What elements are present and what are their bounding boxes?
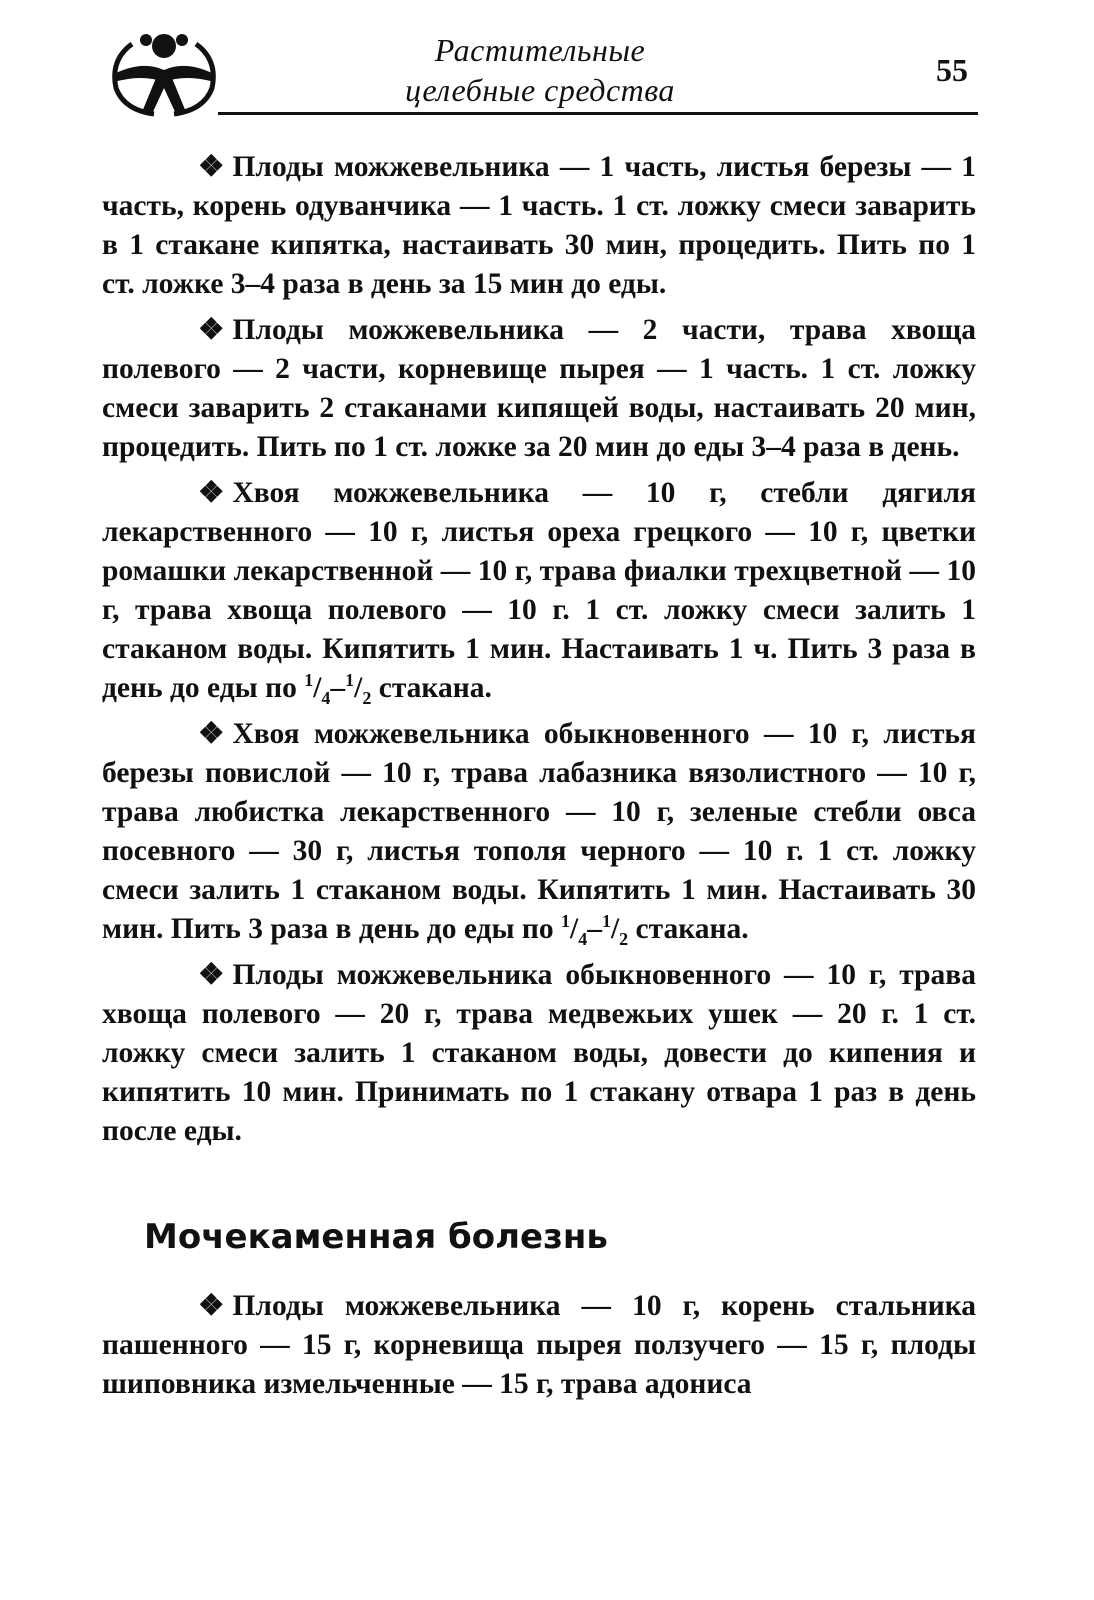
fraction-denominator: 2 bbox=[619, 928, 629, 949]
bullet-icon: ❖ bbox=[198, 477, 225, 509]
bullet-icon: ❖ bbox=[198, 959, 225, 991]
recipe-text: Хвоя можжевельника — 10 г, стебли дягиля лекарственного — 10 г, листья ореха грецкого — 10 г, цветки ромашки лекарственной — 10 г, трава фиалки трехцветной — 10 г, трава хвоща полевого — 10 г. 1 ст. ложку смеси залить 1 стаканом воды. Кипятить 1 мин. Настаивать 1 ч. Пить 3 раза в день до еды по bbox=[102, 477, 976, 704]
bullet-icon: ❖ bbox=[198, 314, 225, 346]
recipe-paragraph bbox=[102, 311, 976, 467]
bullet-icon: ❖ bbox=[198, 718, 225, 750]
recipe-text: Плоды можжевельника — 10 г, корень стальника пашенного — 15 г, корневища пырея ползучего — 15 г, плоды шиповника измельченные — 15 г, трава адониса bbox=[102, 1290, 976, 1400]
recipe-tail: стакана. bbox=[378, 672, 492, 704]
stylized-figure-icon bbox=[102, 30, 226, 118]
recipe-paragraph bbox=[102, 474, 976, 708]
fraction-numerator: 1 bbox=[601, 911, 611, 932]
bullet-icon: ❖ bbox=[198, 1290, 225, 1322]
fraction-range: $^1/_4-^1/_2$ bbox=[561, 911, 629, 949]
bullet-icon: ❖ bbox=[198, 151, 225, 183]
recipe-paragraph bbox=[102, 715, 976, 949]
running-head-line1: Растительные bbox=[434, 32, 646, 68]
range-dash: – bbox=[587, 913, 602, 945]
recipe-paragraph bbox=[102, 1287, 976, 1404]
recipe-tail: стакана. bbox=[635, 913, 749, 945]
recipe-paragraph bbox=[102, 956, 976, 1151]
fraction-numerator: 1 bbox=[345, 670, 355, 691]
recipe-text: Хвоя можжевельника обыкновенного — 10 г, листья березы повислой — 10 г, трава лабазника вязолистного — 10 г, трава любистка лекарственного — 10 г, зеленые стебли овса посевного — 30 г, листья тополя черного — 10 г. 1 ст. ложку смеси залить 1 стаканом воды. Кипятить 1 мин. Настаивать 30 мин. Пить 3 раза в день до еды по bbox=[102, 718, 976, 945]
recipe-text: Плоды можжевельника — 2 части, трава хвоща полевого — 2 части, корневище пырея — 1 часть. 1 ст. ложку смеси заварить 2 стаканами кипящей воды, настаивать 20 мин, процедить. Пить по 1 ст. ложке за 20 мин до еды 3–4 раза в день. bbox=[102, 314, 976, 463]
fraction-denominator: 2 bbox=[362, 687, 372, 708]
fraction-numerator: 1 bbox=[304, 670, 314, 691]
fraction-numerator: 1 bbox=[561, 911, 571, 932]
fraction-range: $^1/_4-^1/_2$ bbox=[304, 670, 372, 708]
running-head bbox=[330, 30, 750, 110]
fraction-denominator: 4 bbox=[578, 928, 588, 949]
page-header bbox=[0, 0, 1094, 130]
page-body bbox=[102, 148, 976, 1411]
running-head-line2: целебные средства bbox=[405, 72, 675, 108]
header-divider bbox=[218, 112, 978, 115]
range-dash: – bbox=[330, 672, 346, 704]
recipe-paragraph bbox=[102, 148, 976, 304]
fraction-denominator: 4 bbox=[321, 687, 331, 708]
recipe-text: Плоды можжевельника — 1 часть, листья березы — 1 часть, корень одуванчика — 1 часть. 1 ст. ложку смеси заварить в 1 стакане кипятка, настаивать 30 мин, процедить. Пить по 1 ст. ложке 3–4 раза в день за 15 мин до еды. bbox=[102, 151, 976, 300]
page-number: 55 bbox=[936, 52, 968, 88]
section-heading: Мочекаменная болезнь bbox=[144, 1217, 608, 1257]
recipe-text: Плоды можжевельника обыкновенного — 10 г, трава хвоща полевого — 20 г, трава медвежьих ушек — 20 г. 1 ст. ложку смеси залить 1 стаканом воды, довести до кипения и кипятить 10 мин. Принимать по 1 стакану отвара 1 раз в день после еды. bbox=[102, 959, 976, 1147]
